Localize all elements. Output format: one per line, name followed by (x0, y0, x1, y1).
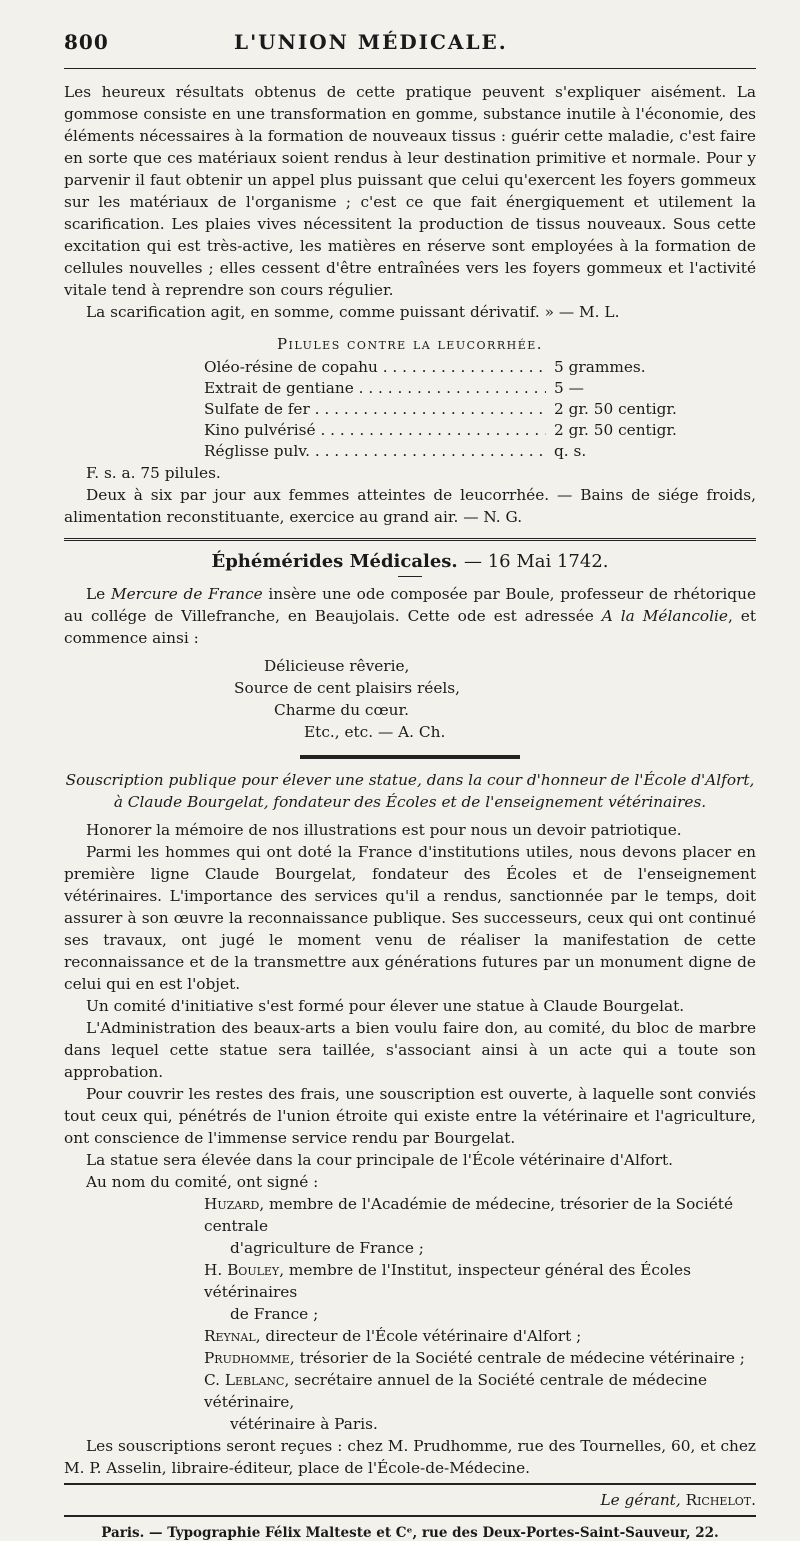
ingredient-row (204, 441, 674, 462)
ingredient-qty: 2 gr. 50 centigr. (554, 400, 677, 418)
signer-name: C. Leblanc (204, 1371, 285, 1389)
ingredient-row (204, 378, 674, 399)
eph-text-a: Le (86, 585, 111, 603)
poem-line: Délicieuse rêverie, (264, 657, 410, 675)
ingredient-row (204, 357, 674, 378)
poem-signature: Etc., etc. — A. Ch. (304, 723, 446, 741)
intro-paragraph: Les heureux résultats obtenus de cette pratique peuvent s'expliquer aisément. La gommose consiste en une transformation en gomme, substance inutile à l'économie, des éléments nécessaires à la formation de nouveaux tissus : guérir cette maladie, c'est faire en sorte que ces matériaux soient rendus à leur destination primitive et normale. Pour y parvenir il faut obtenir un appel plus puissant que celui qu'exercent les foyers gommeux sur les matériaux de l'organisme ; c'est ce que fait énergiquement et utilement la scarification. Les plaies vives nécessitent la production de tissus nouveaux. Sous cette excitation qui est très-active, les matières en réserve sont employées à la formation de cellules nouvelles ; elles cessent d'être entraînées vers les foyers gommeux et l'activité vitale tend à reprendre son cours régulier. (64, 83, 756, 299)
header-rule (64, 68, 756, 69)
ode-dedication: A la Mélancolie (601, 607, 728, 625)
signer-title: , membre de l'Académie de médecine, trésorier de la Société centrale (204, 1195, 734, 1235)
eph-text-c: , et commence ainsi : (64, 607, 756, 647)
section-divider (64, 538, 756, 541)
mercure-name: Mercure de France (110, 585, 263, 603)
signer-title: , secrétaire annuel de la Société centrale de médecine vétérinaire, (204, 1371, 708, 1411)
signer-title-cont: vétérinaire à Paris. (230, 1415, 378, 1433)
ephemerides-title: Éphémérides Médicales. (211, 551, 458, 572)
souscription-body (64, 819, 756, 1193)
ode-excerpt (224, 655, 756, 743)
gerant-signature (64, 1491, 756, 1509)
signer (204, 1369, 756, 1413)
page-header (64, 30, 756, 62)
souscription-paragraph: Pour couvrir les restes des frais, une souscription est ouverte, à laquelle sont conviés tout ceux qui, pénétrés de l'union étroite qui existe entre la vétérinaire et l'agriculture, ont conscience de l'immense service rendu par Bourgelat. (64, 1085, 756, 1147)
section-bar (300, 755, 520, 759)
intro-section (64, 81, 756, 323)
signers-list (204, 1193, 756, 1435)
souscription-paragraph: Au nom du comité, ont signé : (86, 1173, 319, 1191)
souscription-paragraph: La statue sera élevée dans la cour principale de l'École vétérinaire d'Alfort. (86, 1151, 674, 1169)
souscription-paragraph: Un comité d'initiative s'est formé pour élever une statue à Claude Bourgelat. (86, 997, 685, 1015)
ingredient-qty: 2 gr. 50 centigr. (554, 421, 677, 439)
signer (204, 1259, 756, 1303)
ingredient-name: Sulfate de fer . . . (204, 399, 546, 420)
ingredient-name: Extrait de gentiane . . . (204, 378, 546, 399)
ephemerides-text (64, 583, 756, 649)
ingredient-name: Oléo-résine de copahu . . . (204, 357, 546, 378)
pilules-note: Deux à six par jour aux femmes atteintes de leucorrhée. — Bains de siége froids, alimentation reconstituante, exercice au grand air. — N. G. (64, 486, 756, 526)
printer-imprint: Paris. — Typographie Félix Malteste et Cᵉ, rue des Deux-Portes-Saint-Sauveur, 22. (101, 1525, 719, 1541)
souscription-paragraph: Parmi les hommes qui ont doté la France d'institutions utiles, nous devons placer en première ligne Claude Bourgelat, fondateur des Écoles et de l'enseignement vétérinaires. L'importance des services qu'il a rendus, sanctionnée par le temps, doit assurer à son œuvre la reconnaissance publique. Ses successeurs, ceux qui ont continué ses travaux, ont jugé le moment venu de réaliser la manifestation de cette reconnaissance et de la transmettre aux générations futures par un monument digne de celui qui en est l'objet. (64, 843, 756, 993)
pilules-fsa: F. s. a. 75 pilules. (86, 464, 221, 482)
short-dash (398, 576, 422, 577)
signer-title-cont: de France ; (230, 1305, 319, 1323)
ingredient-name: Réglisse pulv. . . . (204, 441, 546, 462)
signer-title-cont: d'agriculture de France ; (230, 1239, 424, 1257)
souscription-paragraph: L'Administration des beaux-arts a bien voulu faire don, au comité, du bloc de marbre dans lequel cette statue sera taillée, s'associant ainsi à un acte qui a toute son approbation. (64, 1019, 756, 1081)
ephemerides-heading (64, 551, 756, 572)
gerant-name: Richelot. (685, 1491, 756, 1509)
souscription-title: Souscription publique pour élever une statue, dans la cour d'honneur de l'École d'Alfort, à Claude Bourgelat, fondateur des Écoles et de l'enseignement vétérinaires. (65, 771, 755, 811)
gerant-label: Le gérant, (600, 1491, 681, 1509)
footer-rule (64, 1515, 756, 1517)
signer-title: , directeur de l'École vétérinaire d'Alfort ; (255, 1327, 582, 1345)
closing-rule (64, 1483, 756, 1485)
signer-name: Reynal (204, 1327, 256, 1345)
ingredient-name: Kino pulvérisé . . . (204, 420, 546, 441)
signer (204, 1347, 756, 1369)
ingredient-row (204, 420, 677, 441)
poem-line: Charme du cœur. (274, 701, 409, 719)
signer (204, 1193, 756, 1237)
signer-name: Prudhomme (204, 1349, 290, 1367)
ingredient-row (204, 399, 677, 420)
ingredient-qty: q. s. (554, 442, 587, 460)
poem-line: Source de cent plaisirs réels, (234, 679, 461, 697)
pilules-title: Pilules contre la leucorrhée. (276, 335, 544, 353)
signer-name: Huzard (204, 1195, 260, 1213)
intro-conclusion: La scarification agit, en somme, comme puissant dérivatif. » — M. L. (86, 303, 620, 321)
eph-text-b: insère une ode composée par Boule, professeur de rhétorique au collége de Villefranche, en Beaujolais. Cette ode est adressée (64, 585, 756, 625)
prescription-list (204, 357, 677, 462)
page-number: 800 (64, 30, 109, 54)
ingredient-qty: 5 — (554, 379, 584, 397)
journal-title: L'UNION MÉDICALE. (234, 30, 508, 54)
souscription-closing: Les souscriptions seront reçues : chez M. Prudhomme, rue des Tournelles, 60, et chez M. P. Asselin, libraire-éditeur, place de l'École-de-Médecine. (64, 1437, 756, 1477)
signer-title: , membre de l'Institut, inspecteur général des Écoles vétérinaires (204, 1261, 691, 1301)
signer-title: , trésorier de la Société centrale de médecine vétérinaire ; (289, 1349, 745, 1367)
ingredient-qty: 5 grammes. (554, 358, 646, 376)
ephemerides-date: — 16 Mai 1742. (463, 551, 609, 572)
signer-name: H. Bouley (204, 1261, 280, 1279)
souscription-paragraph: Honorer la mémoire de nos illustrations est pour nous un devoir patriotique. (86, 821, 682, 839)
signer (204, 1325, 756, 1347)
